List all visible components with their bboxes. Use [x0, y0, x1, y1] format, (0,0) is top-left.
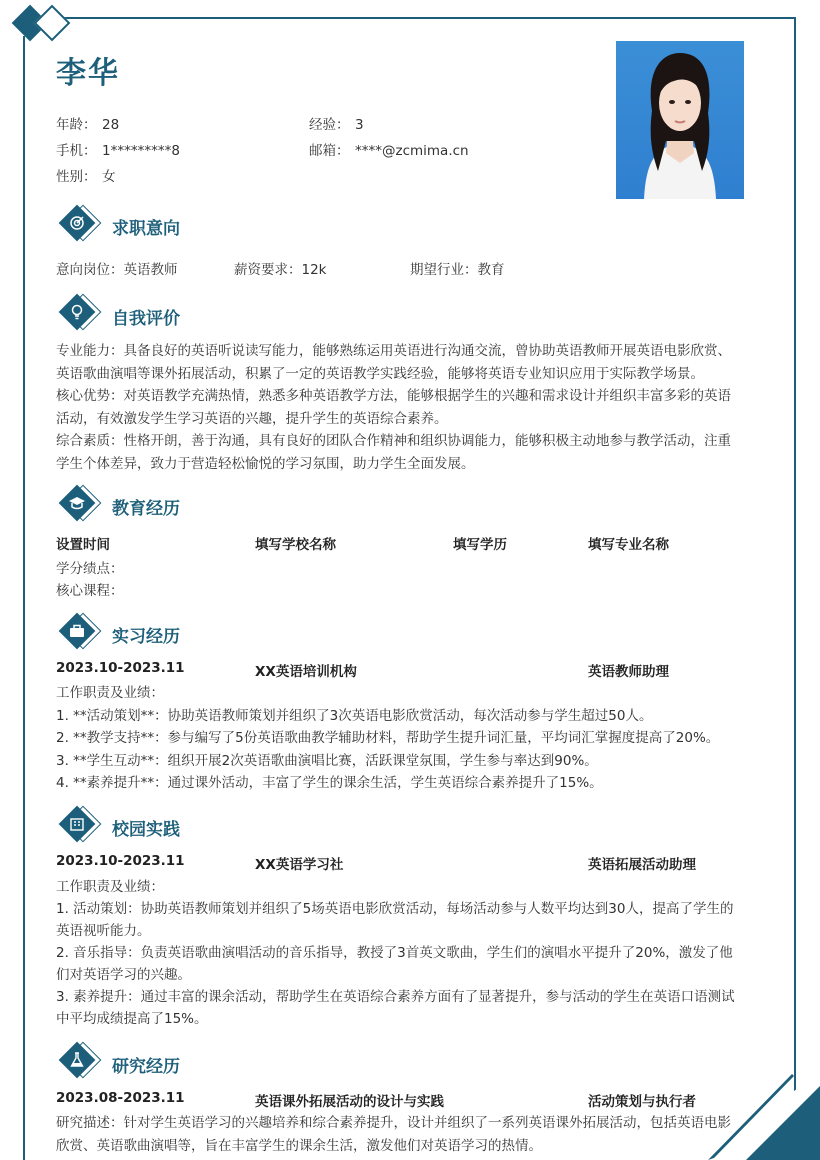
self-line: 学生个体差异，致力于营造轻松愉悦的学习氛围，助力学生全面发展。	[56, 455, 475, 472]
experience-row	[309, 113, 364, 133]
phone-label: 手机：	[56, 143, 97, 159]
campus-time: 2023.10-2023.11	[56, 853, 185, 869]
intern-role: 英语教师助理	[588, 664, 669, 680]
intent-salary: 薪资要求：12k	[234, 262, 327, 278]
briefcase-icon	[62, 616, 92, 646]
intern-item: 2. **教学支持**：参与编写了5份英语歌曲教学辅助材料，帮助学生提升词汇量，平均词汇掌握度提高了20%。	[56, 730, 720, 746]
self-line: 活动，有效激发学生学习英语的兴趣，提升学生的英语综合素养。	[56, 410, 448, 427]
research-time: 2023.08-2023.11	[56, 1090, 185, 1106]
email-value: ****@zcmima.cn	[355, 143, 469, 159]
corner-diamond-outline	[34, 5, 71, 42]
campus-role: 英语拓展活动助理	[588, 857, 696, 873]
edu-school: 填写学校名称	[255, 537, 336, 553]
frame-top-border	[58, 17, 796, 19]
graduation-cap-icon	[62, 488, 92, 518]
intent-section-icon	[62, 208, 94, 240]
edu-section-title: 教育经历	[112, 499, 180, 519]
lightbulb-icon	[62, 297, 92, 327]
phone-row	[56, 139, 180, 159]
edu-time: 设置时间	[56, 537, 110, 553]
frame-right-border	[794, 17, 796, 1097]
edu-major: 填写专业名称	[588, 537, 669, 553]
age-row	[56, 113, 119, 133]
research-line: 研究描述：针对学生英语学习的兴趣培养和综合素养提升，设计并组织了一系列英语课外拓展活动，包括英语电影	[56, 1115, 731, 1131]
edu-courses: 核心课程：	[56, 583, 124, 599]
self-section-title: 自我评价	[112, 309, 180, 329]
research-line: 欣赏、英语歌曲演唱等，旨在丰富学生的课余生活，激发他们对英语学习的热情。	[56, 1137, 542, 1154]
campus-details	[56, 876, 768, 1030]
campus-line: 中平均成绩提高了15%。	[56, 1011, 208, 1027]
profile-photo	[616, 41, 744, 199]
intent-industry: 期望行业：教育	[410, 262, 505, 278]
self-evaluation-text	[56, 340, 768, 475]
age-value: 28	[102, 117, 120, 133]
gender-label: 性别：	[56, 169, 97, 185]
intern-org: XX英语培训机构	[255, 664, 357, 680]
experience-value: 3	[355, 117, 364, 133]
campus-line: 3. 素养提升：通过丰富的课余活动，帮助学生在英语综合素养方面有了显著提升，参与活动的学生在英语口语测试	[56, 989, 735, 1005]
portrait-illustration	[616, 41, 744, 199]
research-details	[56, 1112, 768, 1157]
target-icon	[62, 208, 92, 238]
edu-gpa: 学分绩点：	[56, 561, 124, 577]
self-line: 综合素质：性格开朗，善于沟通，具有良好的团队合作精神和组织协调能力，能够积极主动地参与教学活动，注重	[56, 433, 731, 449]
campus-section-title: 校园实践	[112, 820, 180, 840]
phone-value: 1*********8	[102, 143, 180, 159]
email-row	[309, 139, 469, 159]
campus-org: XX英语学习社	[255, 857, 344, 873]
self-section-icon	[62, 297, 94, 329]
frame-left-border	[23, 36, 25, 1160]
intern-time: 2023.10-2023.11	[56, 660, 185, 676]
campus-duty-label: 工作职责及业绩：	[56, 879, 164, 895]
edu-section-icon	[62, 488, 94, 520]
campus-line: 们对英语学习的兴趣。	[56, 967, 191, 983]
building-icon	[62, 809, 92, 839]
self-line: 英语歌曲演唱等课外拓展活动，积累了一定的英语教学实践经验，能够将英语专业知识应用于实际教学场景。	[56, 365, 704, 382]
intern-item: 4. **素养提升**：通过课外活动，丰富了学生的课余生活，学生英语综合素养提升了15%。	[56, 775, 603, 791]
intern-duty-label: 工作职责及业绩：	[56, 685, 164, 701]
experience-label: 经验：	[309, 117, 350, 133]
email-label: 邮箱：	[309, 143, 350, 159]
intern-item: 3. **学生互动**：组织开展2次英语歌曲演唱比赛，活跃课堂氛围，学生参与率达到90%。	[56, 752, 598, 769]
intern-item: 1. **活动策划**：协助英语教师策划并组织了3次英语电影欣赏活动，每次活动参与学生超过50人。	[56, 707, 653, 724]
candidate-name: 李华	[56, 56, 120, 91]
intent-section-title: 求职意向	[112, 219, 180, 239]
gender-row	[56, 165, 116, 185]
edu-degree: 填写学历	[453, 537, 507, 553]
age-label: 年龄：	[56, 117, 97, 133]
self-line: 核心优势：对英语教学充满热情，熟悉多种英语教学方法，能够根据学生的兴趣和需求设计并组织丰富多彩的英语	[56, 388, 731, 404]
intern-section-icon	[62, 616, 94, 648]
intern-section-title: 实习经历	[112, 627, 180, 647]
intent-position: 意向岗位：英语教师	[56, 262, 178, 278]
research-role: 活动策划与执行者	[588, 1094, 696, 1110]
research-section-title: 研究经历	[112, 1057, 180, 1077]
flask-icon	[62, 1045, 92, 1075]
intern-details	[56, 682, 768, 795]
campus-line: 2. 音乐指导：负责英语歌曲演唱活动的音乐指导，教授了3首英文歌曲，学生们的演唱水平提升了20%，激发了他	[56, 945, 733, 961]
campus-section-icon	[62, 809, 94, 841]
research-project: 英语课外拓展活动的设计与实践	[255, 1094, 444, 1110]
research-section-icon	[62, 1045, 94, 1077]
campus-line: 英语视听能力。	[56, 923, 151, 939]
self-line: 专业能力：具备良好的英语听说读写能力，能够熟练运用英语进行沟通交流，曾协助英语教师开展英语电影欣赏、	[56, 343, 731, 359]
gender-value: 女	[102, 169, 116, 185]
campus-line: 1. 活动策划：协助英语教师策划并组织了5场英语电影欣赏活动，每场活动参与人数平均达到30人，提高了学生的	[56, 901, 734, 917]
